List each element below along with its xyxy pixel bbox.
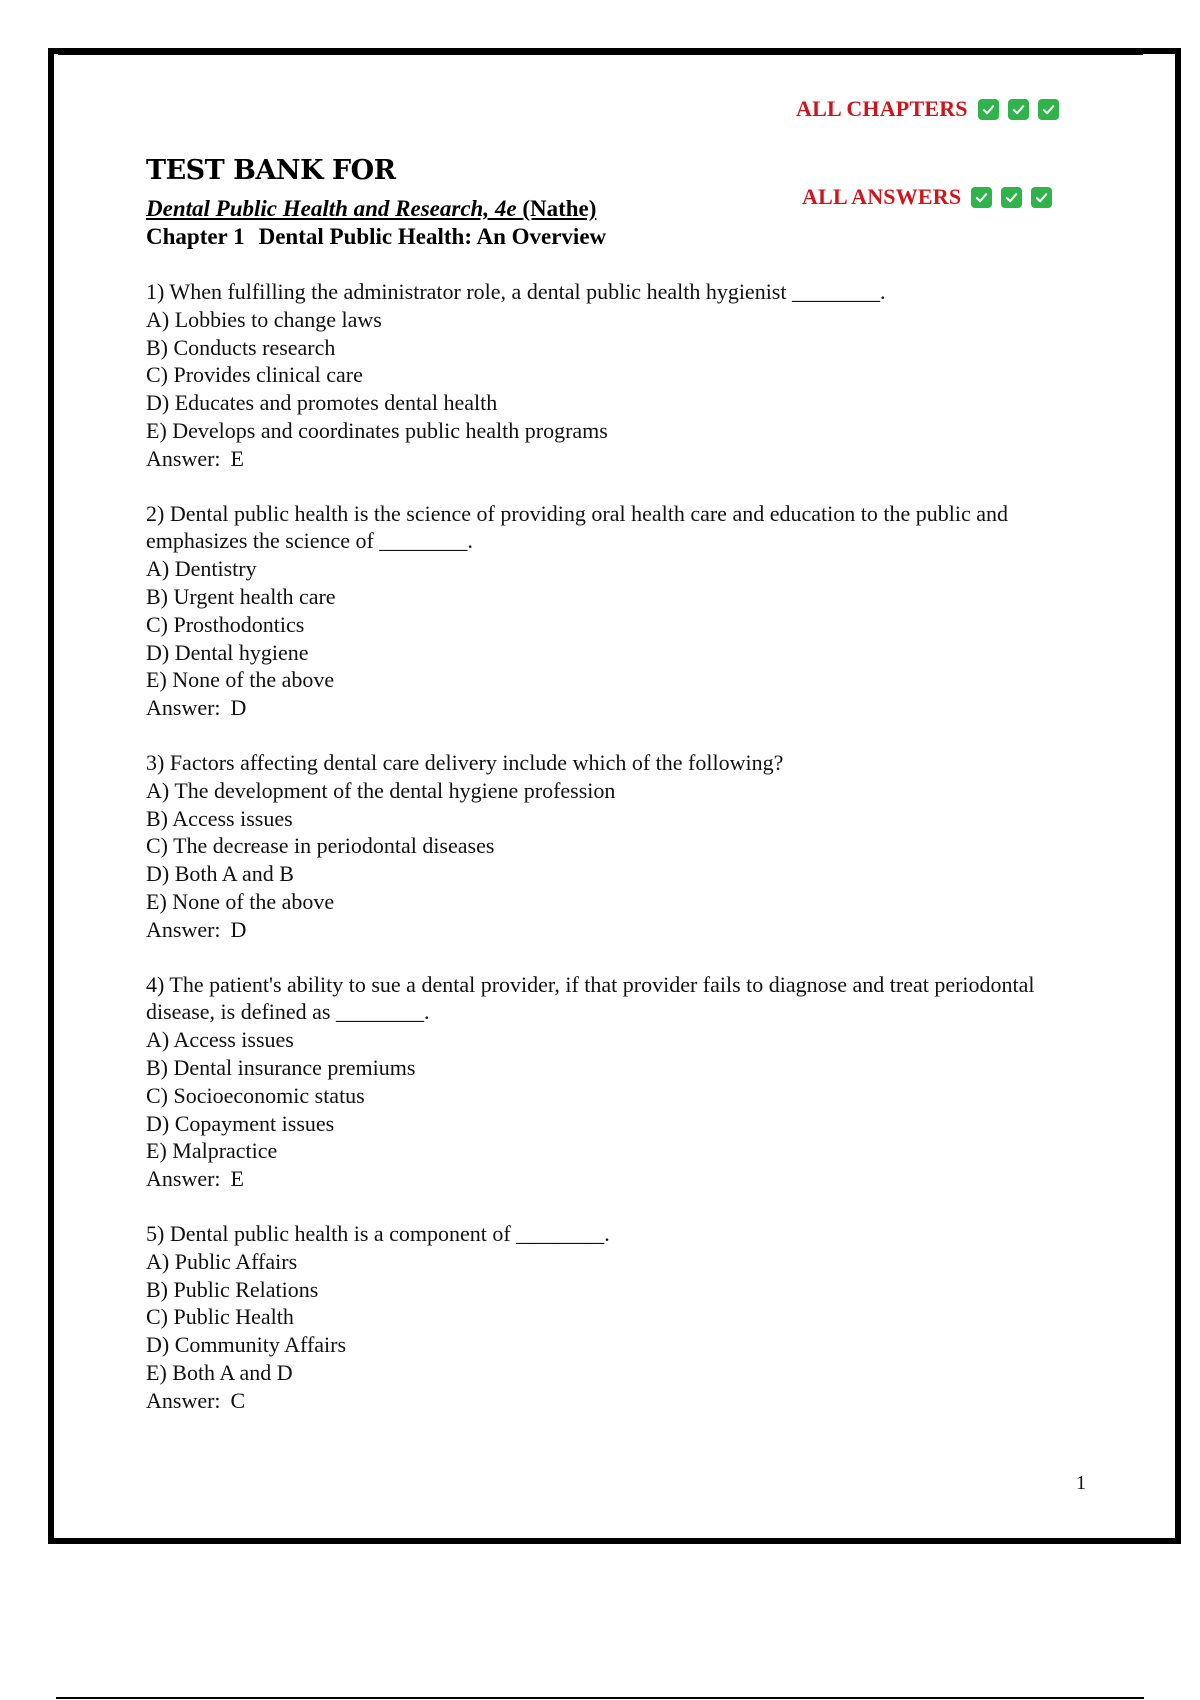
- answer-option: A) Public Affairs: [146, 1248, 298, 1274]
- question-stem: 2) Dental public health is the science of providing oral health care and education to the public and emphasizes the science of ________.: [146, 500, 1008, 554]
- answer-option: D) Copayment issues: [146, 1110, 335, 1136]
- question-stem: 5) Dental public health is a component of ________.: [146, 1220, 610, 1246]
- answer-option: B) Public Relations: [146, 1276, 319, 1302]
- answer-option: B) Dental insurance premiums: [146, 1054, 416, 1080]
- page-number: 1: [1076, 1472, 1086, 1494]
- question-answer: [146, 445, 1076, 473]
- answer-option: B) Urgent health care: [146, 583, 336, 609]
- question-stem: 1) When fulfilling the administrator role, a dental public health hygienist ________.: [146, 279, 886, 304]
- answer-option: E) None of the above: [146, 667, 335, 693]
- check-square-icon: [1038, 99, 1059, 120]
- check-square-icon: [978, 99, 999, 120]
- answer-option: B) Access issues: [146, 805, 293, 831]
- answer-value: D: [230, 695, 247, 721]
- question-stem: 3) Factors affecting dental care delivery include which of the following?: [146, 749, 784, 775]
- answer-option: C) Provides clinical care: [146, 362, 363, 388]
- answer-value: E: [230, 445, 244, 471]
- question-3: [146, 749, 1076, 944]
- chapter-number: Chapter 1: [146, 224, 245, 249]
- all-chapters-label: ALL CHAPTERS: [796, 96, 968, 121]
- answer-label: Answer:: [146, 1387, 221, 1413]
- question-answer: [146, 916, 1076, 944]
- all-chapters-badge: [796, 96, 1068, 122]
- book-reference: [146, 196, 596, 222]
- answer-option: C) Socioeconomic status: [146, 1082, 365, 1108]
- chapter-heading: [146, 224, 606, 250]
- answer-option: E) None of the above: [146, 888, 335, 914]
- question-list: [146, 278, 1076, 1441]
- question-2: [146, 500, 1076, 722]
- answer-value: C: [230, 1387, 246, 1413]
- answer-option: D) Community Affairs: [146, 1332, 347, 1358]
- all-answers-label: ALL ANSWERS: [802, 184, 962, 209]
- question-4: [146, 971, 1076, 1193]
- answer-option: D) Educates and promotes dental health: [146, 390, 498, 416]
- question-stem: 4) The patient's ability to sue a dental provider, if that provider fails to diagnose and treat periodontal disease, is defined as ________.: [146, 971, 1035, 1025]
- answer-option: D) Both A and B: [146, 861, 294, 887]
- bottom-rule: [56, 1697, 1144, 1699]
- answer-option: A) The development of the dental hygiene profession: [146, 777, 616, 803]
- answer-option: D) Dental hygiene: [146, 639, 309, 665]
- answer-option: E) Develops and coordinates public health programs: [146, 417, 608, 443]
- book-title: Dental Public Health and Research, 4e: [146, 196, 517, 221]
- answer-value: E: [230, 1166, 244, 1192]
- question-answer: [146, 1165, 1076, 1193]
- answer-option: A) Lobbies to change laws: [146, 306, 382, 332]
- answer-label: Answer:: [146, 916, 221, 942]
- question-5: [146, 1220, 1076, 1415]
- answer-label: Answer:: [146, 695, 221, 721]
- check-square-icon: [1031, 187, 1052, 208]
- answer-option: C) Public Health: [146, 1304, 294, 1330]
- check-square-icon: [1008, 99, 1029, 120]
- answer-option: E) Both A and D: [146, 1359, 293, 1385]
- page-heading: TEST BANK FOR: [146, 155, 396, 186]
- answer-option: C) Prosthodontics: [146, 611, 305, 637]
- check-square-icon: [1001, 187, 1022, 208]
- answer-option: C) The decrease in periodontal diseases: [146, 833, 495, 859]
- check-square-icon: [971, 187, 992, 208]
- answer-option: A) Access issues: [146, 1027, 294, 1053]
- chapter-title: Dental Public Health: An Overview: [258, 224, 607, 249]
- answer-label: Answer:: [146, 1166, 221, 1192]
- answer-option: E) Malpractice: [146, 1138, 278, 1164]
- answer-value: D: [230, 916, 247, 942]
- top-rule: [58, 53, 1143, 55]
- answer-option: B) Conducts research: [146, 334, 336, 360]
- answer-option: A) Dentistry: [146, 556, 257, 582]
- book-author: (Nathe): [522, 196, 597, 221]
- question-answer: [146, 1387, 1076, 1415]
- answer-label: Answer:: [146, 445, 221, 471]
- question-1: [146, 278, 1076, 473]
- question-answer: [146, 694, 1076, 722]
- all-answers-badge: [802, 184, 1061, 210]
